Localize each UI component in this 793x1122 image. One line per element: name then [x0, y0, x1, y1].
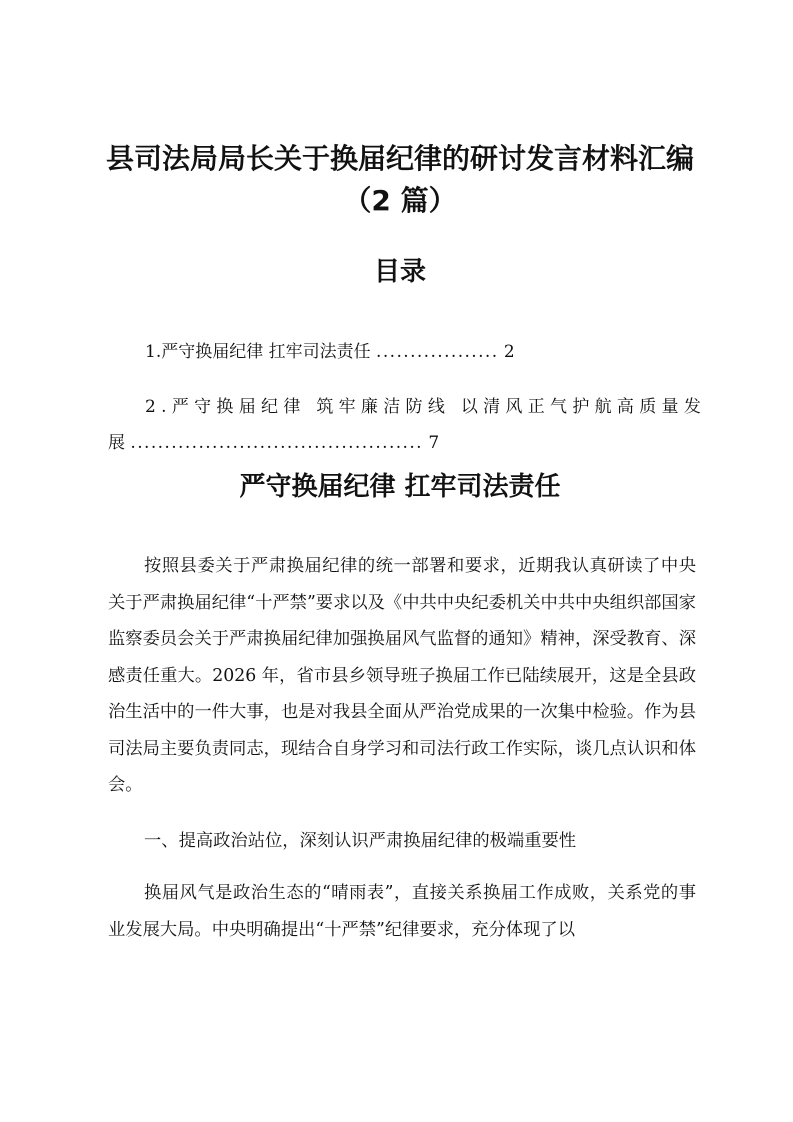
toc-page-number: 2: [503, 342, 515, 362]
body-paragraph: 按照县委关于严肃换届纪律的统一部署和要求，近期我认真研读了中央关于严肃换届纪律“十严禁”要求以及《中共中央纪委机关中共中央组织部国家监察委员会关于严肃换届纪律加强换届风气监督的通知》精神，深受教育、深感责任重大。2026 年，省市县乡领导班子换届工作已陆续展开，这是全县政治生活中的一件大事，也是对我县全面从严治党成果的一次集中检验。作为县司法局主要负责同志，现结合自身学习和司法行政工作实际，谈几点认识和体会。: [108, 556, 696, 795]
document-title: 县司法局局长关于换届纪律的研讨发言材料汇编（2 篇）: [105, 142, 694, 217]
toc-entry-title: 严守换届纪律 筑牢廉洁防线 以清风正气护航高质量发: [171, 397, 707, 417]
toc-entry-number: 2.: [145, 397, 172, 417]
toc-heading: 目录: [373, 257, 426, 287]
toc-page-number: 7: [428, 433, 440, 453]
toc-entry-title: 严守换届纪律 扛牢司法责任: [161, 342, 371, 362]
toc-entry-1[interactable]: [145, 339, 705, 365]
body-paragraph: 换届风气是政治生态的“晴雨表”，直接关系换届工作成败，关系党的事业发展大局。中央明确提出“十严禁”纪律要求，充分体现了以: [108, 883, 696, 940]
toc-leader-dots: ...........................................: [130, 433, 423, 453]
section-subheading: 一、提高政治站位，深刻认识严肃换届纪律的极端重要性: [144, 831, 577, 851]
toc-leader-dots: ..................: [376, 342, 499, 362]
section-title: 严守换届纪律 扛牢司法责任: [239, 472, 561, 502]
toc-entry-number: 1.: [145, 342, 162, 362]
toc-entry-2[interactable]: [108, 389, 707, 461]
toc-entry-title-continued: 展: [108, 433, 125, 453]
